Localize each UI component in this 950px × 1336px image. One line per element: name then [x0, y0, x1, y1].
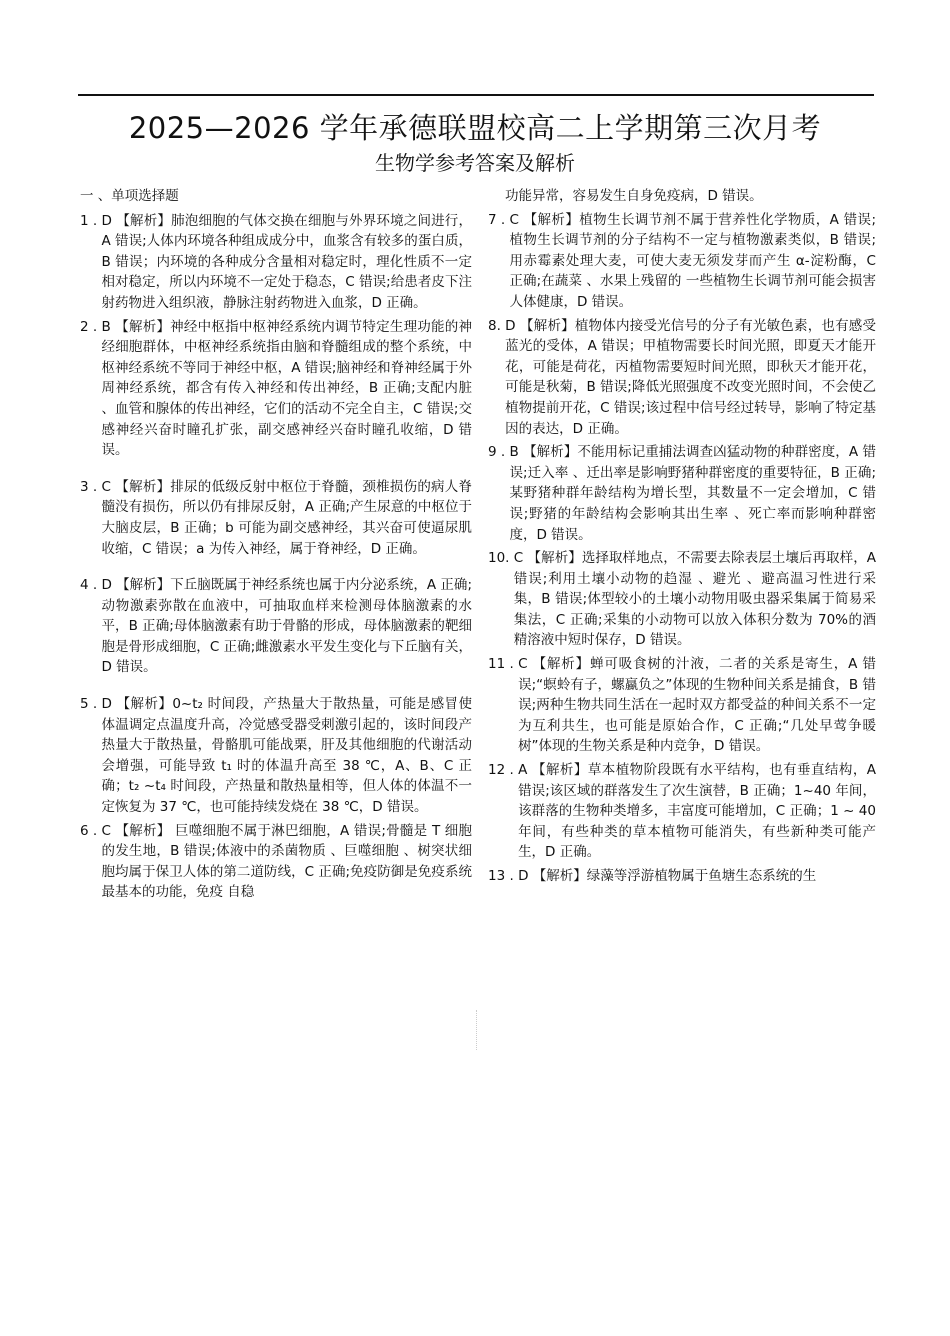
item-number: 7 . [488, 211, 510, 228]
item-6-continuation: 功能异常，容易发生自身免疫病，D 错误。 [505, 188, 763, 204]
top-rule [78, 94, 874, 96]
item-text: D 【解析】下丘脑既属于神经系统也属于内分泌系统，A 正确;动物激素弥散在血液中，可抽取血样来检测母体脑激素的水平，B 正确;母体脑激素有助于骨骼的形成，母体脑激素的靶细胞是骨形成细胞，C 正确;雌激素水平发生变化与下丘脑有关，D 错误。 [101, 577, 472, 676]
item-number: 5 . [80, 696, 102, 713]
left-column [80, 186, 472, 906]
answer-item-6 [80, 821, 472, 903]
answer-item-8 [488, 316, 876, 440]
item-text: B 【解析】不能用标记重捕法调查凶猛动物的种群密度，A 错误;迁入率 、迁出率是影响野猪种群密度的重要特征，B 正确;某野猪种群年龄结构为增长型，其数量不一定会增加，C 错误;野猪的年龄结构会影响其出生率 、死亡率而影响种群密度，D 错误。 [509, 444, 876, 543]
answer-item-12 [488, 760, 876, 863]
answer-item-13 [488, 866, 876, 887]
item-number: 6 . [80, 822, 102, 839]
item-text: C 【解析】选择取样地点，不需要去除表层土壤后再取样，A 错误;利用土壤小动物的趋湿 、避光 、避高温习性进行采集，B 错误;体型较小的土壤小动物用吸虫器采集属于简易采集法，C 正确;采集的小动物可以放入体积分数为 70%的酒精溶液中短时保存，D 错误。 [513, 550, 876, 649]
answer-item-3 [80, 477, 472, 559]
page-title: 2025—2026 学年承德联盟校高二上学期第三次月考 [128, 111, 822, 145]
item-text: D 【解析】0~t₂ 时间段，产热量大于散热量，可能是感冒使体温调定点温度升高，冷觉感受器受刺激引起的，该时间段产热量大于散热量，骨骼肌可能战栗，肝及其他细胞的代谢活动会增强，可能导致 t₁ 时的体温升高至 38 ℃，A、B、C 正确；t₂ ~t₄ 时间段，产热量和散热量相等，但人体的体温不一定恢复为 37 ℃，也可能持续发烧在 38 ℃，D 错误。 [101, 696, 472, 816]
item-text: C 【解析】 巨噬细胞不属于淋巴细胞，A 错误;骨髓是 T 细胞的发生地，B 错误;体液中的杀菌物质 、巨噬细胞 、树突状细胞均属于保卫人体的第二道防线，C 正确;免疫防御是免疫系统最基本的功能，免疫 自稳 [101, 822, 472, 901]
item-text: D 【解析】肺泡细胞的气体交换在细胞与外界环境之间进行，A 错误;人体内环境各种组成成分中，血浆含有较多的蛋白质，B 错误；内环境的各种成分含量相对稳定时，理化性质不一定相对稳定，所以内环境不一定处于稳态，C 错误;给患者皮下注射药物进入组织液，静脉注射药物进入血浆，D 正确。 [101, 212, 472, 311]
answer-item-10 [488, 548, 876, 651]
item-number: 3 . [80, 478, 102, 495]
item-number: 12 . [488, 762, 519, 779]
item-number: 4 . [80, 577, 102, 594]
item-text: C 【解析】蝉可吸食树的汁液，二者的关系是寄生，A 错误;“螟蛉有子，螺蠃负之”体现的生物种间关系是捕食，B 错误;两种生物共同生活在一起时双方都受益的种间关系不一定为互利共生，也可能是原始合作，C 正确;“几处早莺争暖树”体现的生物关系是种内竞争，D 错误。 [518, 656, 876, 755]
answer-item-1 [80, 211, 472, 314]
page-subtitle: 生物学参考答案及解析 [375, 151, 575, 175]
answer-item-7 [488, 210, 876, 313]
answer-item-9 [488, 442, 876, 545]
item-text: D 【解析】植物体内接受光信号的分子有光敏色素，也有感受蓝光的受体，A 错误；甲植物需要长时间光照，即夏天才能开花，可能是荷花，丙植物需要短时间光照，即秋天才能开花，可能是秋菊，B 错误;降低光照强度不改变光照时间，不会使乙植物提前开花，C 错误;该过程中信号经过转导，影响了特定基因的表达，D 正确。 [505, 317, 876, 437]
answer-item-2 [80, 317, 472, 461]
item-number: 2 . [80, 318, 102, 335]
item-text: A 【解析】草本植物阶段既有水平结构，也有垂直结构，A 错误;该区域的群落发生了次生演替，B 正确；1~40 年间，该群落的生物种类增多，丰富度可能增加，C 正确；1 ~ 40 年间，有些种类的草本植物可能消失，有些新种类可能产生，D 正确。 [518, 762, 876, 861]
item-text: D 【解析】绿藻等浮游植物属于鱼塘生态系统的生 [518, 868, 817, 884]
right-column [488, 186, 876, 890]
answer-item-5 [80, 694, 472, 818]
item-number: 9 . [488, 444, 510, 461]
item-text: C 【解析】排尿的低级反射中枢位于脊髓，颈椎损伤的病人脊髓没有损伤，所以仍有排尿反射，A 正确;产生尿意的中枢位于大脑皮层，B 正确；b 可能为副交感神经，其兴奋可使逼尿肌收缩，C 错误；a 为传入神经，属于脊神经，D 正确。 [101, 478, 472, 557]
section-heading: 一 、单项选择题 [80, 188, 179, 204]
item-number: 1 . [80, 212, 102, 229]
item-number: 10. [488, 550, 514, 567]
item-text: C 【解析】植物生长调节剂不属于营养性化学物质，A 错误;植物生长调节剂的分子结构不一定与植物激素类似，B 错误;用赤霉素处理大麦，可使大麦无须发芽而产生 α-淀粉酶，C 正确;在蔬菜 、水果上残留的 一些植物生长调节剂可能会损害人体健康，D 错误。 [509, 211, 876, 310]
answer-item-11 [488, 654, 876, 757]
item-number: 8. [488, 317, 506, 334]
column-divider [476, 1010, 477, 1050]
item-number: 13 . [488, 868, 519, 884]
item-number: 11 . [488, 656, 519, 673]
answer-item-4 [80, 575, 472, 678]
item-text: B 【解析】神经中枢指中枢神经系统内调节特定生理功能的神经细胞群体，中枢神经系统指由脑和脊髓组成的整个系统，中枢神经系统不等同于神经中枢，A 错误;脑神经和脊神经属于外周神经系统，都含有传入神经和传出神经，B 正确;支配内脏 、血管和腺体的传出神经，它们的活动不完全自主，C 错误;交感神经兴奋时瞳孔扩张，副交感神经兴奋时瞳孔收缩，D 错误。 [101, 318, 472, 459]
